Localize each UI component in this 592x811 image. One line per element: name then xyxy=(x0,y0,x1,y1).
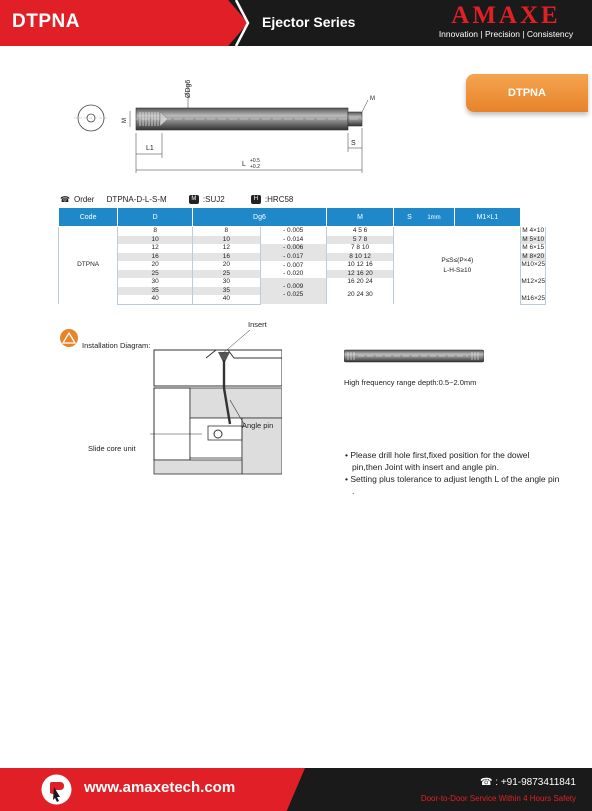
hardness-value: :HRC58 xyxy=(264,195,294,204)
s-rule-2: L-H-S≥10 xyxy=(443,266,472,274)
d-cell: 8 xyxy=(118,227,193,236)
table-row xyxy=(59,227,546,236)
badge-label: DTPNA xyxy=(508,87,546,99)
installation-diagram xyxy=(150,330,282,492)
order-line xyxy=(60,195,297,204)
brand-tagline: Innovation | Precision | Consistency xyxy=(438,29,574,39)
m-cell: 10 12 16 xyxy=(326,261,394,270)
dg-cell: 8 xyxy=(193,227,260,236)
col-s-unit: 1mm xyxy=(427,214,441,221)
l-label: L xyxy=(242,161,246,168)
tol-cell: - 0.006 xyxy=(260,244,326,253)
dg-cell: 35 xyxy=(193,287,260,296)
l-tol-upper: +0.5 xyxy=(250,158,260,164)
order-prefix: Order xyxy=(73,195,95,204)
d-cell: 16 xyxy=(118,253,193,262)
l-tol-lower: +0.2 xyxy=(250,164,260,170)
insert-label: Insert xyxy=(248,320,267,329)
phone-icon: ☎ xyxy=(60,195,70,204)
page-title: DTPNA xyxy=(12,11,80,32)
installation-notes xyxy=(340,449,560,497)
s-rule-1: P≤S≤(P×4) xyxy=(441,256,474,264)
pin-drawing xyxy=(70,78,390,178)
note-item: • Setting plus tolerance to adjust length L of the angle pin . xyxy=(345,474,560,496)
m-cell: 5 7 8 xyxy=(326,236,394,245)
m-top-label: M xyxy=(370,96,375,102)
product-badge xyxy=(466,74,588,112)
material-value: :SUJ2 xyxy=(202,195,225,204)
footer-service: Door-to-Door Service Within 4 Hours Safety xyxy=(420,794,576,803)
d-cell: 10 xyxy=(118,236,193,245)
dg-cell: 25 xyxy=(193,270,260,279)
m-cell: 4 5 6 xyxy=(326,227,394,236)
m-cell: 16 20 24 xyxy=(326,278,394,287)
dg-cell: 12 xyxy=(193,244,260,253)
d-cell: 40 xyxy=(118,295,193,304)
footer-url[interactable]: www.amaxetech.com xyxy=(84,779,236,796)
col-s: S 1mm xyxy=(394,208,454,227)
tol-cell: - 0.014 xyxy=(260,236,326,245)
d-cell: 25 xyxy=(118,270,193,279)
page-footer xyxy=(0,768,592,811)
m-cell: 8 10 12 xyxy=(326,253,394,262)
ml-cell: M 4×10 xyxy=(522,226,545,234)
angle-pin-label: Angle pin xyxy=(242,421,274,430)
tol-cell: - 0.017 xyxy=(260,253,326,262)
m-left-label: M xyxy=(122,118,128,123)
brand-logo xyxy=(420,0,592,46)
installation-title: Installation Diagram: xyxy=(82,341,151,350)
ml-cell: M 6×15 xyxy=(522,244,545,251)
s-cell xyxy=(394,227,521,305)
dg-cell: 40 xyxy=(193,295,260,304)
table-header-row xyxy=(59,208,546,227)
m-merged-cell: 20 24 30 xyxy=(326,287,394,305)
dg-cell: 10 xyxy=(193,236,260,245)
footer-phone: ☎ : +91-9873411841 xyxy=(480,777,576,788)
tol-cell: - 0.005 xyxy=(260,227,326,236)
pin-photo xyxy=(344,348,484,364)
dg-cell: 16 xyxy=(193,253,260,262)
dg-cell: 30 xyxy=(193,278,260,287)
d-cell: 20 xyxy=(118,261,193,270)
dia-label: ØDg6 xyxy=(185,79,192,98)
tol-cell: - 0.007 - 0.020 xyxy=(260,261,326,278)
code-cell: DTPNA xyxy=(59,227,118,305)
hardness-icon: H xyxy=(251,195,261,204)
ml-cell: M10×25 xyxy=(521,261,545,268)
tol-cell: - 0.009 - 0.025 xyxy=(260,278,326,304)
ml-merged-cell: M12×25 xyxy=(521,270,546,296)
globe-click-icon xyxy=(40,773,73,806)
spec-table xyxy=(58,207,546,305)
ml-cell: M 8×20 xyxy=(522,252,545,260)
note-item: • Please drill hole first,fixed position for the dowel pin,then Joint with insert and angle pin. xyxy=(345,450,530,472)
m-cell: 12 16 20 xyxy=(326,270,394,279)
order-code: DTPNA-D-L-S-M xyxy=(106,195,167,204)
col-dg6: Dg6 xyxy=(193,208,327,227)
l1-label: L1 xyxy=(146,145,154,152)
col-d: D xyxy=(118,208,193,227)
col-m: M xyxy=(326,208,394,227)
warning-icon xyxy=(60,329,78,347)
series-title: Ejector Series xyxy=(262,14,356,30)
frequency-note: High frequency range depth:0.5~2.0mm xyxy=(344,378,477,387)
d-cell: 30 xyxy=(118,278,193,287)
m-cell: 7 8 10 xyxy=(326,244,394,253)
d-cell: 12 xyxy=(118,244,193,253)
header-chevron xyxy=(232,0,252,46)
dg-cell: 20 xyxy=(193,261,260,270)
page-header xyxy=(0,0,592,46)
col-code: Code xyxy=(59,208,118,227)
ml-cell: M 5×10 xyxy=(522,235,545,243)
material-icon: M xyxy=(189,195,199,204)
brand-name: AMAXE xyxy=(451,2,561,29)
s-label: S xyxy=(351,140,356,147)
ml-cell: M16×25 xyxy=(521,295,545,302)
slide-core-label: Slide core unit xyxy=(88,444,136,453)
d-cell: 35 xyxy=(118,287,193,296)
col-m1l1: M1×L1 xyxy=(454,208,521,227)
